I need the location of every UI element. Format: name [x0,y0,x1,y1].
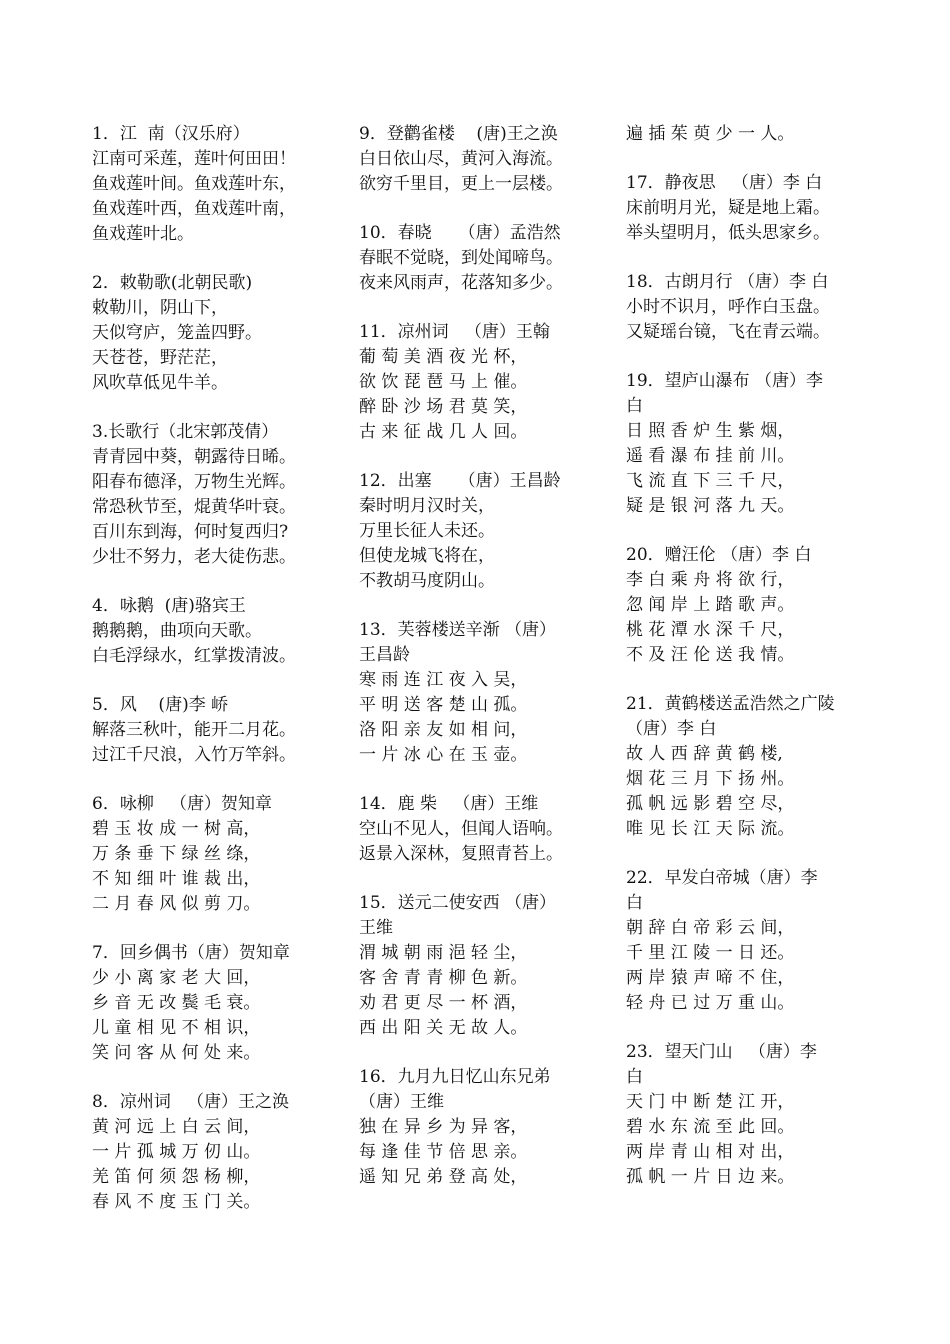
poem-line: 寒 雨 连 江 夜 入 吴， [359,670,528,690]
poem-line: 日 照 香 炉 生 紫 烟， [626,421,795,441]
poem-line: 轻 舟 已 过 万 重 山。 [626,993,795,1013]
poem-line: 敕勒川，阴山下， [92,298,228,318]
poem-line: 黄 河 远 上 白 云 间， [92,1117,261,1137]
poem-title: 17．静夜思 （唐）李 白 [626,173,823,193]
poem-line: 解落三秋叶，能开二月花。 [92,720,296,740]
poem-line: 百川东到海，何时复西归? [92,522,289,542]
poem-line: 二 月 春 风 似 剪 刀。 [92,894,261,914]
poem-line: 春 风 不 度 玉 门 关。 [92,1192,261,1212]
poem-line: 又疑瑶台镜，飞在青云端。 [626,322,830,342]
poem-line: 白 [626,893,643,913]
poem-line: 碧 水 东 流 至 此 回。 [626,1117,795,1137]
poem-line: （唐）李 白 [626,719,717,739]
poem-title: 13．芙蓉楼送辛渐 （唐） [359,620,557,640]
poem-line: 王维 [359,918,393,938]
poem-line: （唐）王维 [359,1092,444,1112]
poem-line: 孤 帆 远 影 碧 空 尽， [626,794,795,814]
poem-block [626,122,896,147]
poem-block [359,469,614,594]
poem-block [626,369,896,519]
column-3 [626,122,896,1214]
poem-line: 千 里 江 陵 一 日 还。 [626,943,795,963]
poem-block [92,941,347,1066]
poem-title: 1．江 南（汉乐府） [92,124,250,144]
poem-line: 欲穷千里目，更上一层楼。 [359,174,563,194]
poem-line: 鱼戏莲叶西，鱼戏莲叶南， [92,199,296,219]
poem-title: 3.长歌行（北宋郭茂倩） [92,422,279,442]
poem-line: 西 出 阳 关 无 故 人。 [359,1018,528,1038]
poem-line: 王昌龄 [359,645,410,665]
poem-line: 白毛浮绿水，红掌拨清波。 [92,646,296,666]
poem-line: 过江千尺浪，入竹万竿斜。 [92,745,296,765]
poem-block [92,693,347,768]
poem-title: 12．出塞 （唐）王昌龄 [359,471,561,491]
poem-block [626,171,896,246]
poem-line: 不教胡马度阴山。 [359,571,495,591]
poem-line: 烟 花 三 月 下 扬 州。 [626,769,795,789]
poem-line: 欲 饮 琵 琶 马 上 催。 [359,372,528,392]
poem-line: 一 片 冰 心 在 玉 壶。 [359,745,528,765]
poem-title: 7．回乡偶书（唐）贺知章 [92,943,290,963]
poem-line: 不 知 细 叶 谁 裁 出， [92,869,261,889]
poem-line: 一 片 孤 城 万 仞 山。 [92,1142,261,1162]
poem-line: 忽 闻 岸 上 踏 歌 声。 [626,595,795,615]
poem-line: 鹅鹅鹅，曲项向天歌。 [92,621,262,641]
poem-line: 小时不识月，呼作白玉盘。 [626,297,830,317]
poem-title: 18．古朗月行 （唐）李 白 [626,272,829,292]
poem-block [359,792,614,867]
poem-title: 15．送元二使安西 （唐） [359,893,557,913]
poem-line: 举头望明月，低头思家乡。 [626,223,830,243]
poem-line: 飞 流 直 下 三 千 尺， [626,471,795,491]
poem-title: 10．春晓 （唐）孟浩然 [359,223,561,243]
poem-title: 16．九月九日忆山东兄弟 [359,1067,551,1087]
poem-block [92,1090,347,1215]
poem-block [92,420,347,570]
poem-title: 19．望庐山瀑布 （唐）李 [626,371,824,391]
poem-line: 羌 笛 何 须 怨 杨 柳， [92,1167,261,1187]
poem-block [92,271,347,396]
poem-line: 鱼戏莲叶间。鱼戏莲叶东， [92,174,296,194]
poem-title: 23．望天门山 （唐）李 [626,1042,817,1062]
poem-block [626,866,896,1016]
poem-title: 22．早发白帝城（唐）李 [626,868,818,888]
poem-line: 孤 帆 一 片 日 边 来。 [626,1167,795,1187]
poem-block [359,320,614,445]
poem-line: 故 人 西 辞 黄 鹤 楼, [626,744,783,764]
poem-line: 独 在 异 乡 为 异 客， [359,1117,528,1137]
column-2 [359,122,614,1214]
poem-block [92,122,347,247]
poem-block [626,1040,896,1190]
poem-line: 客 舍 青 青 柳 色 新。 [359,968,528,988]
poem-line: 空山不见人，但闻人语响。 [359,819,563,839]
poem-block [359,618,614,768]
poem-line: 劝 君 更 尽 一 杯 酒， [359,993,528,1013]
poem-block [359,221,614,296]
poem-line: 常恐秋节至，焜黄华叶衰。 [92,497,296,517]
poem-line: 渭 城 朝 雨 浥 轻 尘， [359,943,528,963]
poem-line: 天苍苍，野茫茫， [92,348,228,368]
poem-line: 李 白 乘 舟 将 欲 行， [626,570,795,590]
poem-line: 洛 阳 亲 友 如 相 问， [359,720,528,740]
poem-line: 鱼戏莲叶北。 [92,224,194,244]
poem-line: 葡 萄 美 酒 夜 光 杯， [359,347,528,367]
poem-line: 阳春布德泽，万物生光辉。 [92,472,296,492]
poem-line: 遍 插 茱 萸 少 一 人。 [626,124,795,144]
poem-block [359,891,614,1041]
poem-line: 笑 问 客 从 何 处 来。 [92,1043,261,1063]
poem-line: 桃 花 潭 水 深 千 尺， [626,620,795,640]
poem-title: 11．凉州词 （唐）王翰 [359,322,550,342]
poem-line: 儿 童 相 见 不 相 识， [92,1018,261,1038]
poem-line: 每 逢 佳 节 倍 思 亲。 [359,1142,528,1162]
poem-title: 9．登鹳雀楼 (唐)王之涣 [359,124,558,144]
poem-line: 平 明 送 客 楚 山 孤。 [359,695,528,715]
poem-line: 青青园中葵，朝露待日晞。 [92,447,296,467]
poem-block [92,792,347,917]
poem-line: 古 来 征 战 几 人 回。 [359,422,528,442]
poem-title: 21．黄鹤楼送孟浩然之广陵 [626,694,835,714]
poem-line: 床前明月光，疑是地上霜。 [626,198,830,218]
poem-line: 疑 是 银 河 落 九 天。 [626,496,795,516]
poem-title: 8．凉州词 （唐）王之涣 [92,1092,290,1112]
poem-line: 风吹草低见牛羊。 [92,373,228,393]
poem-block [359,1065,614,1190]
poem-line: 白 [626,1067,643,1087]
poem-line: 唯 见 长 江 天 际 流。 [626,819,795,839]
poem-line: 江南可采莲，莲叶何田田！ [92,149,296,169]
poem-line: 碧 玉 妆 成 一 树 高， [92,819,261,839]
poem-line: 两 岸 青 山 相 对 出， [626,1142,795,1162]
poem-block [626,692,896,842]
poem-line: 万里长征人未还。 [359,521,495,541]
poem-line: 返景入深林，复照青苔上。 [359,844,563,864]
poem-block [92,594,347,669]
poem-line: 白 [626,396,643,416]
column-1 [92,122,347,1239]
poem-line: 天似穹庐，笼盖四野。 [92,323,262,343]
poem-line: 遥 知 兄 弟 登 高 处， [359,1167,528,1187]
poem-block [626,270,896,345]
poem-line: 遥 看 瀑 布 挂 前 川。 [626,446,795,466]
poem-block [359,122,614,197]
poem-title: 5．风 (唐)李 峤 [92,695,229,715]
poem-line: 少 小 离 家 老 大 回， [92,968,261,988]
poem-title: 2．敕勒歌(北朝民歌) [92,273,253,293]
poem-line: 两 岸 猿 声 啼 不 住， [626,968,795,988]
poem-line: 醉 卧 沙 场 君 莫 笑， [359,397,528,417]
poem-title: 14．鹿 柴 （唐）王维 [359,794,539,814]
poem-line: 夜来风雨声，花落知多少。 [359,273,563,293]
poem-line: 万 条 垂 下 绿 丝 绦， [92,844,261,864]
poem-title: 20．赠汪伦 （唐）李 白 [626,545,812,565]
poem-line: 春眠不觉晓，到处闻啼鸟。 [359,248,563,268]
poem-line: 不 及 汪 伦 送 我 情。 [626,645,795,665]
poem-block [626,543,896,668]
poem-title: 4．咏鹅 (唐)骆宾王 [92,596,246,616]
poem-line: 白日依山尽，黄河入海流。 [359,149,563,169]
poem-title: 6．咏柳 （唐）贺知章 [92,794,273,814]
poem-line: 秦时明月汉时关， [359,496,495,516]
poem-line: 但使龙城飞将在， [359,546,495,566]
poem-line: 少壮不努力，老大徒伤悲。 [92,547,296,567]
poem-line: 天 门 中 断 楚 江 开， [626,1092,795,1112]
poem-line: 乡 音 无 改 鬓 毛 衰。 [92,993,261,1013]
poem-line: 朝 辞 白 帝 彩 云 间， [626,918,795,938]
